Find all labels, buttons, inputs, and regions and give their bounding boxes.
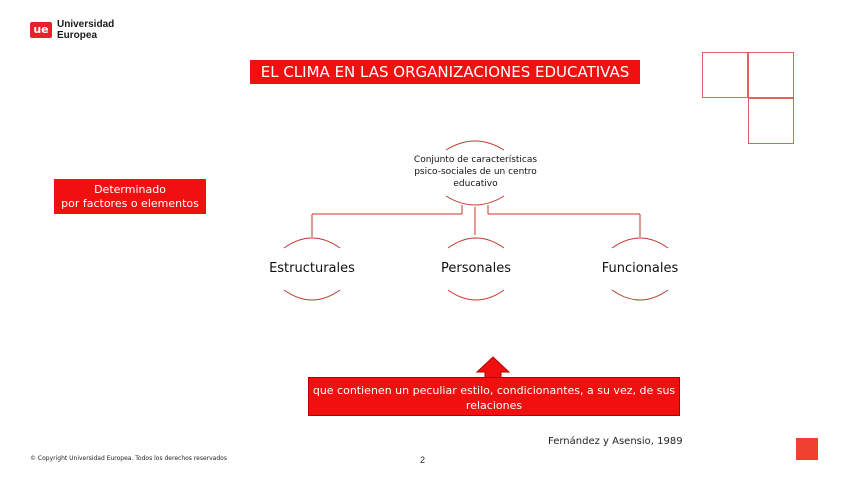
center-node-line-2: psico-sociales de un centro [414,167,537,177]
determined-by-line-1: Determinado [94,183,166,196]
university-logo-mark: ue [30,22,52,38]
node-funcionales: Funcionales [601,261,679,276]
node-estructurales: Estructurales [269,261,355,276]
center-node-bottom-arc [446,196,504,205]
relations-line-2: relaciones [465,399,523,412]
logo-line-1: Universidad [57,19,115,30]
center-node-line-1: Conjunto de características [413,155,538,165]
node-2-top-arc [448,238,504,248]
center-node-top-arc [446,141,504,150]
determined-by-line-2: por factores o elementos [61,197,199,210]
node-1-bottom-arc [284,290,340,300]
relations-line-1: que contienen un peculiar estilo, condicionantes, a su vez, de sus [312,384,676,397]
copyright-notice: © Copyright Universidad Europea. Todos los derechos reservados [30,455,227,462]
node-3-top-arc [612,238,668,248]
node-1-top-arc [284,238,340,248]
citation: Fernández y Asensio, 1989 [548,436,683,447]
center-node-line-3: educativo [453,179,498,189]
logo-line-2: Europea [57,30,98,41]
node-3-bottom-arc [612,290,668,300]
relations-box [308,377,680,416]
slide-title: EL CLIMA EN LAS ORGANIZACIONES EDUCATIVAS [250,60,640,84]
page-number: 2 [420,455,426,465]
node-2-bottom-arc [448,290,504,300]
corner-decor-square [796,438,818,460]
node-personales: Personales [440,261,512,276]
center-node-text [403,154,548,190]
